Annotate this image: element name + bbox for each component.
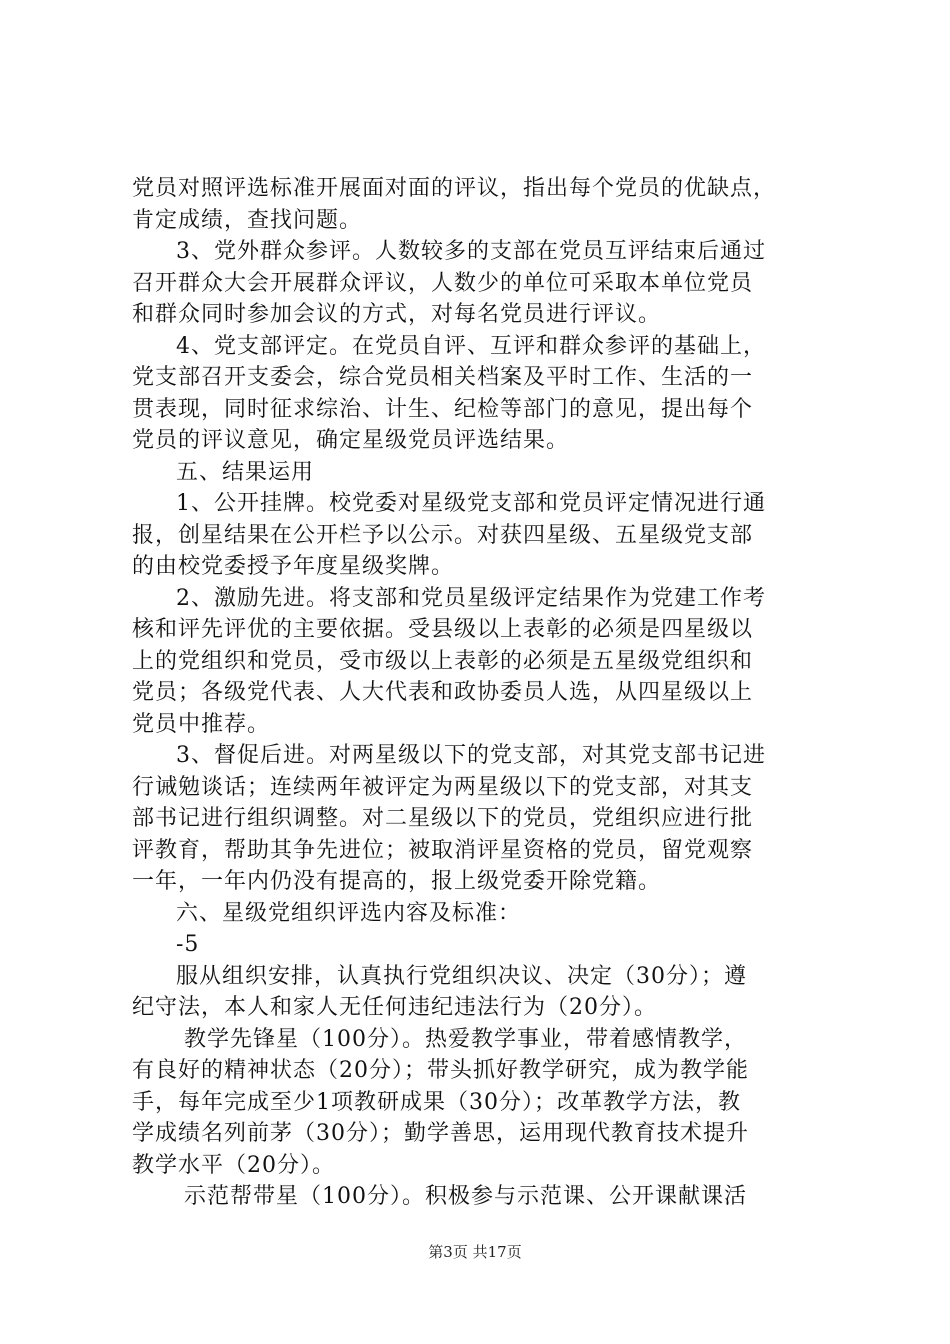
text-line: 召开群众大会开展群众评议，人数少的单位可采取本单位党员 <box>132 270 754 296</box>
text-line: 教学先锋星（100分）。热爱教学事业，带着感情教学， <box>184 1026 747 1052</box>
text-line: 贯表现，同时征求综治、计生、纪检等部门的意见，提出每个 <box>132 396 754 422</box>
text-line: 党员中推荐。 <box>132 711 271 737</box>
text-line: 肯定成绩，查找问题。 <box>132 207 363 233</box>
text-line: 评教育，帮助其争先进位；被取消评星资格的党员，留党观察 <box>132 837 754 863</box>
text-line: 教学水平（20分）。 <box>132 1152 335 1178</box>
text-line: 示范帮带星（100分）。积极参与示范课、公开课献课活 <box>184 1184 747 1209</box>
text-line: 五、结果运用 <box>176 459 315 485</box>
text-line: 手，每年完成至少1项教研成果（30分）；改革教学方法，教 <box>132 1089 741 1115</box>
text-line: 纪守法，本人和家人无任何违纪违法行为（20分）。 <box>132 995 657 1020</box>
text-line: 部书记进行组织调整。对二星级以下的党员，党组织应进行批 <box>132 806 754 831</box>
page-footer: 第3页 共17页 <box>428 1243 522 1261</box>
text-line: 有良好的精神状态（20分）；带头抓好教学研究，成为教学能 <box>132 1058 749 1083</box>
text-line: 党员对照评选标准开展面对面的评议，指出每个党员的优缺点， <box>132 176 777 201</box>
text-line: 1、公开挂牌。校党委对星级党支部和党员评定情况进行通 <box>176 491 766 516</box>
text-line: 上的党组织和党员，受市级以上表彰的必须是五星级党组织和 <box>132 648 754 674</box>
text-line: 行诫勉谈话；连续两年被评定为两星级以下的党支部，对其支 <box>132 774 754 800</box>
text-line: 的由校党委授予年度星级奖牌。 <box>132 554 455 579</box>
text-line: 党员的评议意见，确定星级党员评选结果。 <box>132 428 570 453</box>
text-line: 核和评先评优的主要依据。受县级以上表彰的必须是四星级以 <box>132 617 754 642</box>
text-line: 4、党支部评定。在党员自评、互评和群众参评的基础上， <box>176 333 766 359</box>
text-line: 六、星级党组织评选内容及标准： <box>176 900 522 926</box>
text-line: 学成绩名列前茅（30分）；勤学善思，运用现代教育技术提升 <box>132 1121 749 1146</box>
text-line: 3、党外群众参评。人数较多的支部在党员互评结束后通过 <box>176 239 766 264</box>
text-line: 一年，一年内仍没有提高的，报上级党委开除党籍。 <box>132 869 662 894</box>
text-line: 报，创星结果在公开栏予以公示。对获四星级、五星级党支部 <box>132 522 754 548</box>
text-line: -5 <box>176 932 200 957</box>
text-line: 2、激励先进。将支部和党员星级评定结果作为党建工作考 <box>176 585 766 611</box>
text-line: 和群众同时参加会议的方式，对每名党员进行评议。 <box>132 302 662 327</box>
text-line: 3、督促后进。对两星级以下的党支部，对其党支部书记进 <box>176 743 766 768</box>
text-line: 党员；各级党代表、人大代表和政协委员人选，从四星级以上 <box>132 680 754 705</box>
text-line: 党支部召开支委会，综合党员相关档案及平时工作、生活的一 <box>132 365 754 390</box>
document-body <box>132 173 832 1213</box>
text-line: 服从组织安排，认真执行党组织决议、决定（30分）；遵 <box>176 963 747 989</box>
